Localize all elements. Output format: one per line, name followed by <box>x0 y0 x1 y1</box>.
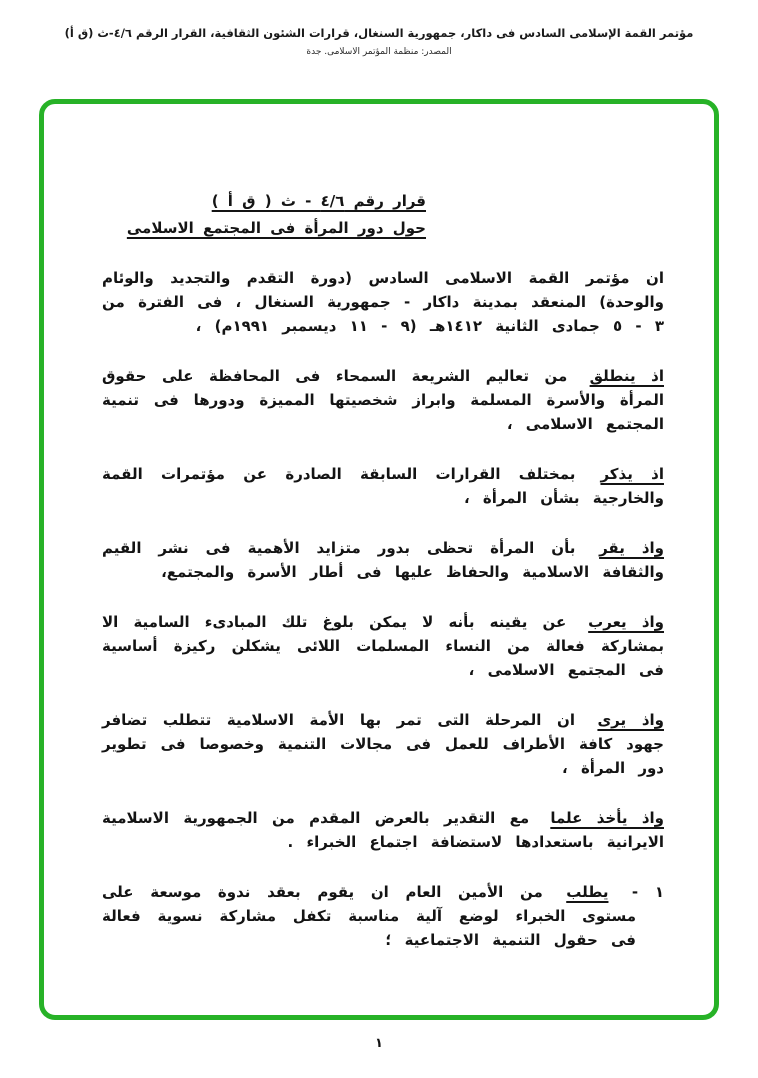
recital-lead: واذ يقر <box>599 539 664 557</box>
resolution-subject-title: حول دور المرأة فى المجتمع الاسلامى <box>126 219 426 237</box>
recital-lead: اذ ينطلق <box>589 367 664 385</box>
operative-paragraph-1 <box>102 880 664 952</box>
recital-paragraph-1 <box>102 364 664 436</box>
citation-line: مؤتمر القمة الإسلامى السادس فى داكار، جمهورية السنغال، قرارات الشئون الثقافية، القرار الرقم ٤/٦-ث (ق أ) <box>64 26 694 40</box>
document-body <box>44 104 714 1015</box>
resolution-title-block <box>102 188 664 242</box>
recital-lead: اذ يذكر <box>600 465 664 483</box>
page-number: ١ <box>375 1036 383 1051</box>
recital-paragraph-2 <box>102 462 664 510</box>
recital-text: بأن المرأة تحظى بدور متزايد الأهمية فى نشر القيم والثقافة الاسلامية والحفاظ عليها فى أطار الأسرة والمجتمع، <box>102 539 664 581</box>
recital-paragraph-5 <box>102 708 664 780</box>
operative-lead: يطلب <box>566 883 609 901</box>
recital-text: ان مؤتمر القمة الاسلامى السادس (دورة التقدم والتجديد والوئام والوحدة) المنعقد بمدينة داكار - جمهورية السنغال ، فى الفترة من ٣ - ٥ جمادى الثانية ١٤١٢هـ (٩ - ١١ ديسمبر ١٩٩١م) ، <box>102 269 664 335</box>
recital-paragraph-4 <box>102 610 664 682</box>
operative-number: ١ - <box>631 883 664 901</box>
recital-text: ان المرحلة التى تمر بها الأمة الاسلامية تتطلب تضافر جهود كافة الأطراف للعمل فى مجالات التنمية وخصوصا فى تطوير دور المرأة ، <box>102 711 664 777</box>
resolution-number-title: قرار رقم ٤/٦ - ث ( ق أ ) <box>211 192 426 210</box>
recital-lead: واذ يرى <box>597 711 664 729</box>
recital-text: عن يقينه بأنه لا يمكن بلوغ تلك المبادىء السامية الا بمشاركة فعالة من النساء المسلمات اللائى يشكلن ركيزة أساسية فى المجتمع الاسلامى ، <box>102 613 664 679</box>
recital-lead: واذ يأخذ علما <box>550 809 664 827</box>
recital-text: بمختلف القرارات السابقة الصادرة عن مؤتمرات القمة والخارجية بشأن المرأة ، <box>102 465 664 507</box>
recital-text: مع التقدير بالعرض المقدم من الجمهورية الاسلامية الايرانية باستعدادها لاستضافة اجتماع الخبراء . <box>102 809 664 851</box>
document-scan-frame <box>39 99 719 1020</box>
preamble-paragraph <box>102 266 664 338</box>
citation-header <box>0 26 758 57</box>
operative-text: من الأمين العام ان يقوم بعقد ندوة موسعة على مستوى الخبراء لوضع آلية مناسبة تكفل مشاركة نسوية فعالة فى حقول التنمية الاجتماعية ؛ <box>102 883 636 949</box>
recital-text: من تعاليم الشريعة السمحاء فى المحافظة على حقوق المرأة والأسرة المسلمة وابراز شخصيتها المميزة ودورها فى تنمية المجتمع الاسلامى ، <box>102 367 664 433</box>
recital-paragraph-3 <box>102 536 664 584</box>
recital-lead: واذ يعرب <box>588 613 664 631</box>
source-line: المصدر: منظمة المؤتمر الاسلامى. جدة <box>306 47 452 57</box>
recital-paragraph-6 <box>102 806 664 854</box>
